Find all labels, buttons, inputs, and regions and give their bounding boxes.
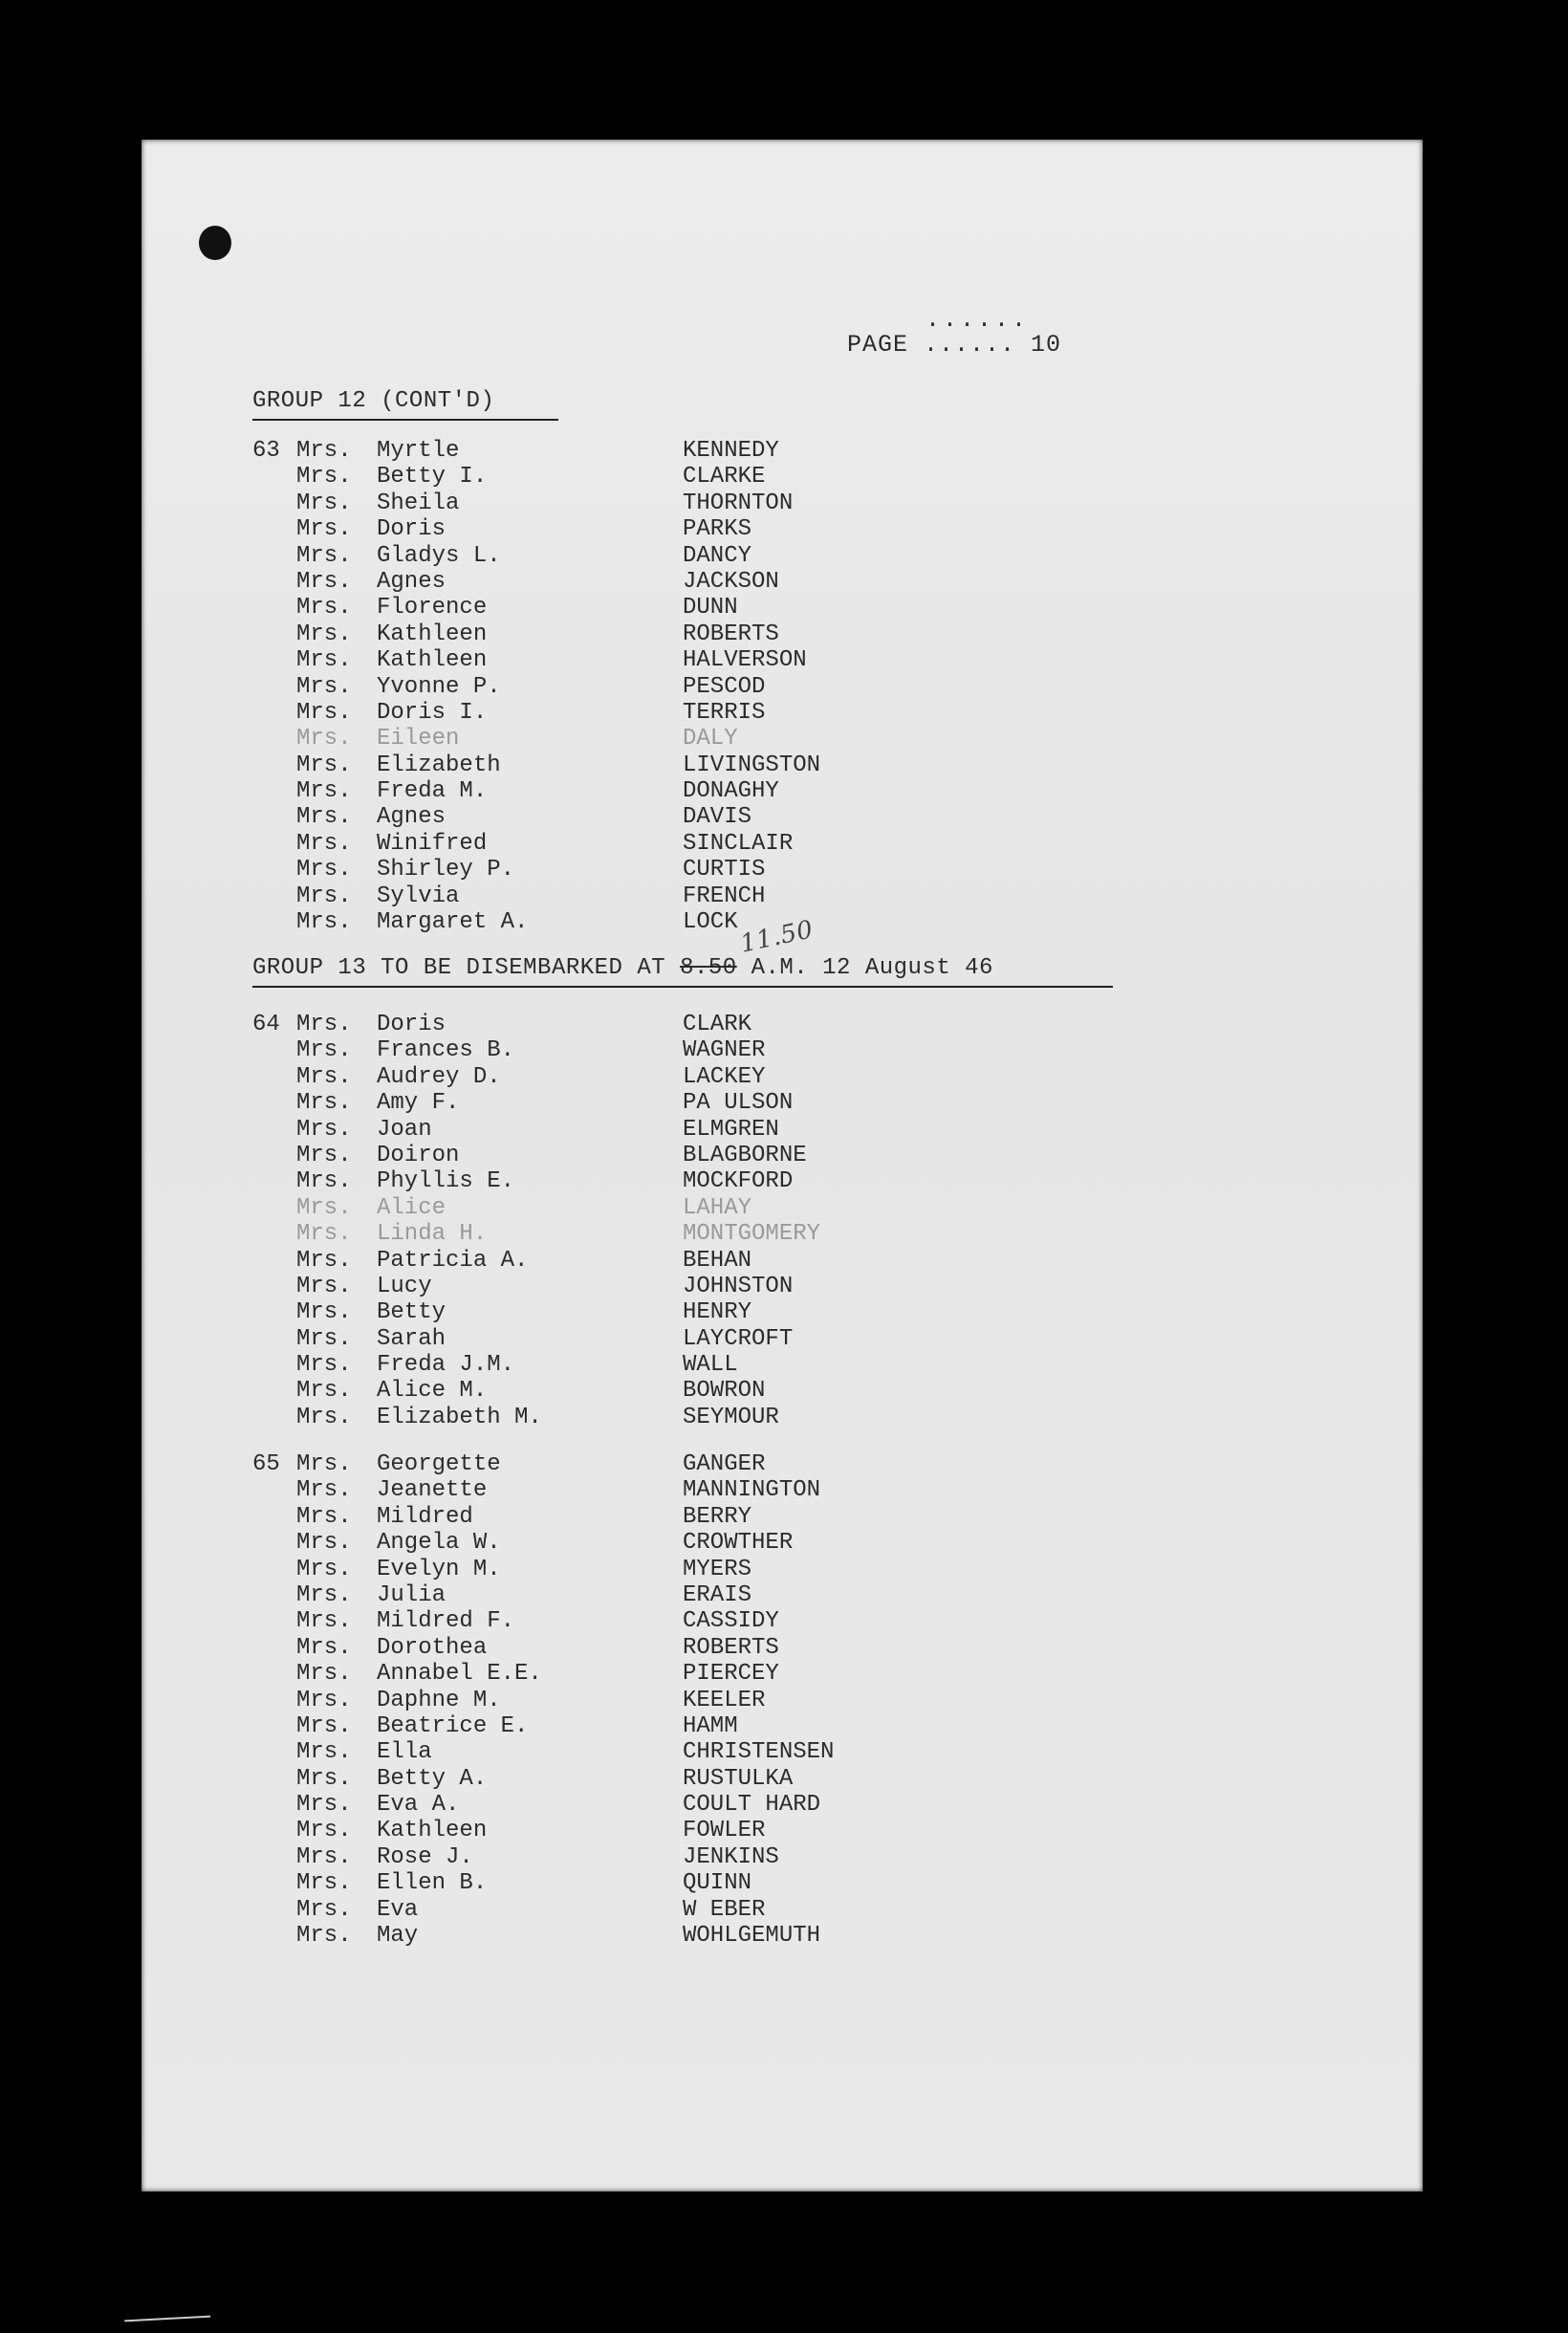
entry-title: Mrs.	[296, 1661, 352, 1688]
entry-given: Kathleen	[377, 647, 488, 674]
entry-title: Mrs.	[296, 830, 352, 857]
entry-given: Eva	[377, 1896, 419, 1923]
page-number-header	[847, 306, 1062, 359]
entry-title: Mrs.	[296, 752, 352, 778]
document-page	[142, 140, 1423, 2191]
entry-given: Doris I.	[377, 699, 488, 726]
entry-surname: THORNTON	[683, 490, 794, 516]
heading-underline	[252, 986, 1113, 988]
entry-surname: RUSTULKA	[683, 1765, 794, 1792]
entry-surname: BEHAN	[683, 1247, 752, 1274]
entry-given: Frances B.	[377, 1037, 515, 1064]
entry-surname: WOHLGEMUTH	[683, 1923, 821, 1950]
entry-given: Linda H.	[377, 1221, 488, 1248]
entry-given: Georgette	[377, 1451, 501, 1477]
entry-given: Jeanette	[377, 1477, 488, 1504]
entry-title: Mrs.	[296, 1792, 352, 1819]
entry-title: Mrs.	[296, 1530, 352, 1557]
entry-title: Mrs.	[296, 1299, 352, 1326]
entry-title: Mrs.	[296, 490, 352, 516]
entry-surname: WAGNER	[683, 1037, 766, 1064]
entry-surname: MYERS	[683, 1556, 752, 1582]
entry-surname: HALVERSON	[683, 647, 807, 674]
entry-surname: TERRIS	[683, 699, 766, 726]
entry-surname: MONTGOMERY	[683, 1221, 821, 1248]
entry-title: Mrs.	[296, 647, 352, 674]
entry-given: Sarah	[377, 1325, 446, 1352]
entry-given: Alice	[377, 1194, 446, 1221]
entry-given: Patricia A.	[377, 1247, 529, 1274]
entry-given: Audrey D.	[377, 1063, 501, 1090]
entry-given: Alice M.	[377, 1378, 488, 1405]
entry-given: Doris	[377, 1012, 446, 1037]
entry-title: Mrs.	[296, 883, 352, 909]
entry-title: Mrs.	[296, 1843, 352, 1870]
entry-title: Mrs.	[296, 542, 352, 569]
entry-title: Mrs.	[296, 1712, 352, 1739]
entry-surname: QUINN	[683, 1870, 752, 1897]
entry-title: Mrs.	[296, 1581, 352, 1608]
entry-title: Mrs.	[296, 621, 352, 647]
entry-given: Shirley P.	[377, 857, 515, 883]
entry-title: Mrs.	[296, 1634, 352, 1661]
entry-given: Kathleen	[377, 1818, 488, 1844]
entry-title: Mrs.	[296, 699, 352, 726]
entry-surname: HAMM	[683, 1712, 738, 1739]
entry-surname: JENKINS	[683, 1843, 779, 1870]
entry-given: Annabel E.E.	[377, 1661, 542, 1688]
entry-given: Sheila	[377, 490, 460, 516]
entry-num: 64	[252, 1012, 280, 1037]
entry-surname: DUNN	[683, 595, 738, 621]
entry-num: 65	[252, 1451, 280, 1477]
entry-num: 63	[252, 438, 280, 464]
entry-title: Mrs.	[296, 1477, 352, 1504]
entry-surname: KENNEDY	[683, 438, 779, 464]
entry-title: Mrs.	[296, 673, 352, 700]
entry-surname: LACKEY	[683, 1063, 766, 1090]
entry-given: Betty I.	[377, 464, 488, 491]
entry-title: Mrs.	[296, 1870, 352, 1897]
entry-given: Yvonne P.	[377, 673, 501, 700]
entry-title: Mrs.	[296, 1503, 352, 1530]
entry-surname: ROBERTS	[683, 621, 779, 647]
entry-title: Mrs.	[296, 857, 352, 883]
entry-given: Freda J.M.	[377, 1352, 515, 1379]
entry-surname: CHRISTENSEN	[683, 1739, 835, 1766]
entry-surname: PARKS	[683, 516, 752, 543]
entry-given: Dorothea	[377, 1634, 488, 1661]
entry-surname: W EBER	[683, 1896, 766, 1923]
entry-surname: CURTIS	[683, 857, 766, 883]
entry-surname: JACKSON	[683, 568, 779, 595]
entry-surname: PESCOD	[683, 673, 766, 700]
entry-given: Evelyn M.	[377, 1556, 501, 1582]
group-13-heading-suffix: A.M. 12 August 46	[751, 955, 993, 981]
entry-title: Mrs.	[296, 1404, 352, 1430]
struck-time: 8.50	[680, 955, 737, 981]
entry-surname: CLARKE	[683, 464, 766, 491]
entry-title: Mrs.	[296, 1221, 352, 1248]
entry-surname: CASSIDY	[683, 1608, 779, 1635]
entry-title: Mrs.	[296, 909, 352, 936]
entry-title: Mrs.	[296, 464, 352, 491]
entry-given: Freda M.	[377, 778, 488, 805]
entry-given: Elizabeth M.	[377, 1404, 542, 1430]
entry-surname: BLAGBORNE	[683, 1142, 807, 1168]
entry-surname: SEYMOUR	[683, 1404, 779, 1430]
entry-given: Winifred	[377, 830, 488, 857]
entry-given: Joan	[377, 1116, 432, 1143]
entry-title: Mrs.	[296, 1168, 352, 1195]
entry-surname: BOWRON	[683, 1378, 766, 1405]
handwritten-time: 11.50	[737, 915, 817, 959]
entry-surname: SINCLAIR	[683, 830, 794, 857]
entry-given: Sylvia	[377, 883, 460, 909]
heading-underline	[252, 419, 558, 421]
entry-given: Rose J.	[377, 1843, 473, 1870]
entry-surname: DONAGHY	[683, 778, 779, 805]
entry-given: Doris	[377, 516, 446, 543]
edge-mark	[124, 2310, 210, 2322]
entry-given: Amy F.	[377, 1090, 460, 1117]
entry-given: Florence	[377, 595, 488, 621]
entry-given: Phyllis E.	[377, 1168, 515, 1195]
entry-given: Betty A.	[377, 1765, 488, 1792]
entry-surname: BERRY	[683, 1503, 752, 1530]
entry-title: Mrs.	[296, 595, 352, 621]
entry-surname: DALY	[683, 726, 738, 752]
entry-title: Mrs.	[296, 1012, 352, 1037]
entry-given: Kathleen	[377, 621, 488, 647]
entry-surname: WALL	[683, 1352, 738, 1379]
entry-title: Mrs.	[296, 726, 352, 752]
entry-title: Mrs.	[296, 1247, 352, 1274]
entry-given: Elizabeth	[377, 752, 501, 778]
entry-given: Myrtle	[377, 438, 460, 464]
entry-title: Mrs.	[296, 1325, 352, 1352]
entry-title: Mrs.	[296, 1687, 352, 1713]
entry-title: Mrs.	[296, 1037, 352, 1064]
entry-title: Mrs.	[296, 516, 352, 543]
entry-title: Mrs.	[296, 804, 352, 831]
entry-surname: LIVINGSTON	[683, 752, 821, 778]
page-number: 10	[1031, 331, 1062, 359]
entry-surname: CROWTHER	[683, 1530, 794, 1557]
page-label: PAGE ......	[847, 331, 1016, 359]
entry-surname: MOCKFORD	[683, 1168, 794, 1195]
entry-given: Angela W.	[377, 1530, 501, 1557]
entry-title: Mrs.	[296, 1818, 352, 1844]
entry-given: Ella	[377, 1739, 432, 1766]
entry-surname: ELMGREN	[683, 1116, 779, 1143]
entry-given: Margaret A.	[377, 909, 529, 936]
entry-surname: ROBERTS	[683, 1634, 779, 1661]
entry-given: Eva A.	[377, 1792, 460, 1819]
entry-title: Mrs.	[296, 1273, 352, 1299]
entry-given: Ellen B.	[377, 1870, 488, 1897]
entry-given: Doiron	[377, 1142, 460, 1168]
entry-given: Mildred F.	[377, 1608, 515, 1635]
entry-surname: KEELER	[683, 1687, 766, 1713]
entry-title: Mrs.	[296, 1194, 352, 1221]
entry-surname: MANNINGTON	[683, 1477, 821, 1504]
entry-title: Mrs.	[296, 1923, 352, 1950]
entry-surname: JOHNSTON	[683, 1273, 794, 1299]
entry-surname: DAVIS	[683, 804, 752, 831]
entry-title: Mrs.	[296, 778, 352, 805]
entry-surname: PIERCEY	[683, 1661, 779, 1688]
group-12-heading-text: GROUP 12 (CONT'D)	[252, 388, 495, 414]
page-dots: ......	[926, 306, 1030, 334]
group-12-heading	[252, 388, 494, 414]
punch-hole	[199, 226, 231, 260]
entry-title: Mrs.	[296, 1739, 352, 1766]
entry-surname: FOWLER	[683, 1818, 766, 1844]
entry-surname: PA ULSON	[683, 1090, 794, 1117]
entry-surname: LAYCROFT	[683, 1325, 794, 1352]
entry-given: Agnes	[377, 568, 446, 595]
entry-surname: COULT HARD	[683, 1792, 821, 1819]
entry-title: Mrs.	[296, 568, 352, 595]
entry-surname: LAHAY	[683, 1194, 752, 1221]
entry-given: May	[377, 1923, 419, 1950]
entry-surname: GANGER	[683, 1451, 766, 1477]
entry-given: Gladys L.	[377, 542, 501, 569]
entry-given: Agnes	[377, 804, 446, 831]
entry-given: Lucy	[377, 1273, 432, 1299]
entry-title: Mrs.	[296, 1608, 352, 1635]
entry-given: Betty	[377, 1299, 446, 1326]
entry-title: Mrs.	[296, 1090, 352, 1117]
entry-title: Mrs.	[296, 1765, 352, 1792]
entry-surname: LOCK	[683, 909, 738, 936]
entry-title: Mrs.	[296, 1556, 352, 1582]
group-13-heading-prefix: GROUP 13 TO BE DISEMBARKED AT	[252, 955, 666, 981]
entry-title: Mrs.	[296, 1142, 352, 1168]
entry-title: Mrs.	[296, 1378, 352, 1405]
entry-title: Mrs.	[296, 1896, 352, 1923]
entry-given: Mildred	[377, 1503, 473, 1530]
entry-title: Mrs.	[296, 1063, 352, 1090]
entry-given: Eileen	[377, 726, 460, 752]
entry-title: Mrs.	[296, 438, 352, 464]
entry-given: Julia	[377, 1581, 446, 1608]
entry-title: Mrs.	[296, 1352, 352, 1379]
entry-title: Mrs.	[296, 1116, 352, 1143]
entry-surname: ERAIS	[683, 1581, 752, 1608]
entry-title: Mrs.	[296, 1451, 352, 1477]
entry-surname: DANCY	[683, 542, 752, 569]
entry-surname: HENRY	[683, 1299, 752, 1326]
entry-surname: CLARK	[683, 1012, 752, 1037]
entry-surname: FRENCH	[683, 883, 766, 909]
entry-given: Daphne M.	[377, 1687, 501, 1713]
entry-given: Beatrice E.	[377, 1712, 529, 1739]
